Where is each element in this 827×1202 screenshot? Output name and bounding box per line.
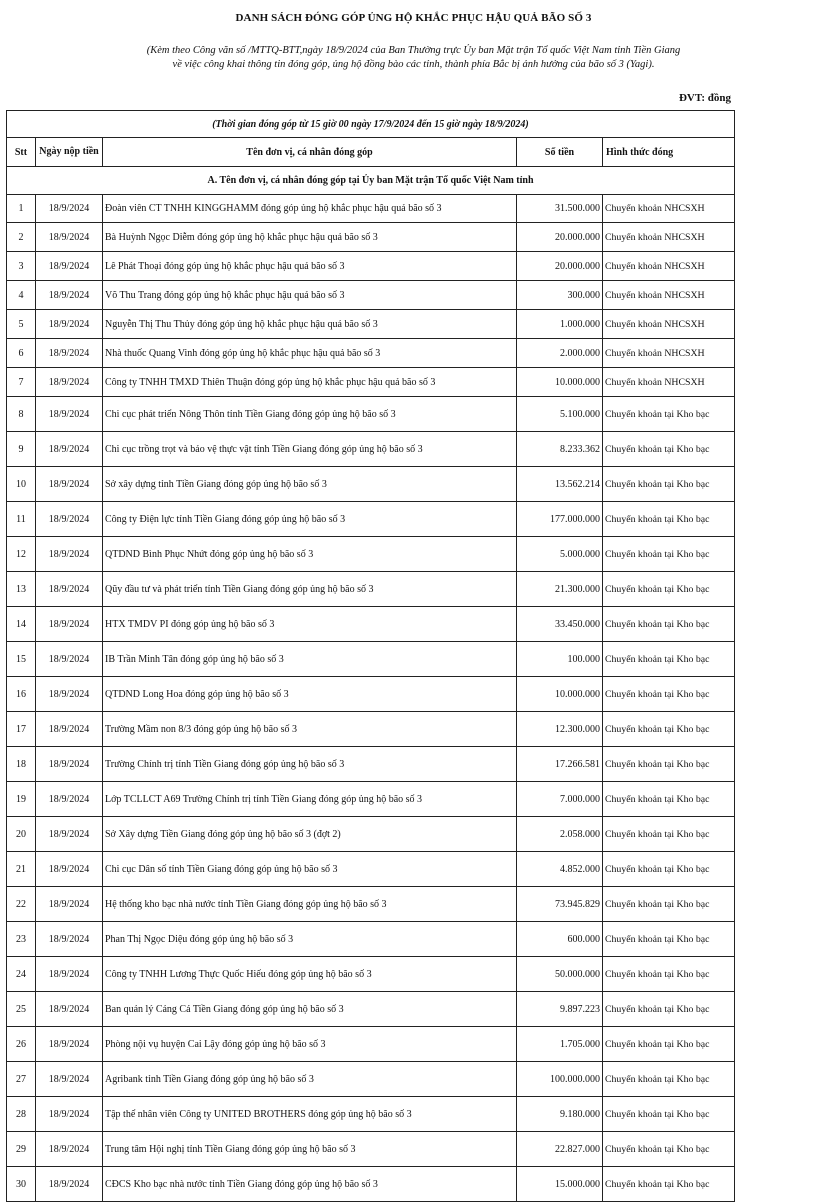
table-row	[7, 537, 735, 572]
table-row	[7, 922, 735, 957]
cell-donor-name: Lớp TCLLCT A69 Trường Chính trị tỉnh Tiền Giang đóng góp ủng hộ bão số 3	[103, 782, 517, 817]
cell-stt: 21	[7, 852, 36, 887]
cell-date: 18/9/2024	[36, 782, 103, 817]
cell-stt: 7	[7, 368, 36, 397]
cell-payment-form: Chuyển khoản tại Kho bạc	[603, 1167, 735, 1202]
cell-amount: 1.000.000	[517, 310, 603, 339]
table-row	[7, 310, 735, 339]
cell-amount: 10.000.000	[517, 368, 603, 397]
cell-date: 18/9/2024	[36, 747, 103, 782]
cell-donor-name: Chi cục phát triển Nông Thôn tỉnh Tiền Giang đóng góp ủng hộ bão số 3	[103, 397, 517, 432]
cell-amount: 2.000.000	[517, 339, 603, 368]
table-row	[7, 1132, 735, 1167]
cell-stt: 28	[7, 1097, 36, 1132]
cell-date: 18/9/2024	[36, 957, 103, 992]
cell-stt: 23	[7, 922, 36, 957]
cell-stt: 11	[7, 502, 36, 537]
cell-stt: 4	[7, 281, 36, 310]
cell-amount: 100.000	[517, 642, 603, 677]
section-a-row	[7, 167, 735, 195]
section-a-title: A. Tên đơn vị, cá nhân đóng góp tại Ủy ban Mặt trận Tổ quốc Việt Nam tỉnh	[7, 167, 735, 195]
cell-date: 18/9/2024	[36, 368, 103, 397]
cell-donor-name: Phòng nội vụ huyện Cai Lậy đóng góp ủng hộ bão số 3	[103, 1027, 517, 1062]
cell-date: 18/9/2024	[36, 310, 103, 339]
cell-stt: 10	[7, 467, 36, 502]
table-row	[7, 1167, 735, 1202]
table-row	[7, 817, 735, 852]
cell-payment-form: Chuyển khoản tại Kho bạc	[603, 1027, 735, 1062]
cell-donor-name: CĐCS Kho bạc nhà nước tỉnh Tiền Giang đóng góp ủng hộ bão số 3	[103, 1167, 517, 1202]
cell-donor-name: Võ Thu Trang đóng góp ủng hộ khắc phục hậu quả bão số 3	[103, 281, 517, 310]
table-row	[7, 712, 735, 747]
cell-date: 18/9/2024	[36, 1132, 103, 1167]
cell-stt: 14	[7, 607, 36, 642]
cell-stt: 5	[7, 310, 36, 339]
cell-date: 18/9/2024	[36, 712, 103, 747]
cell-amount: 1.705.000	[517, 1027, 603, 1062]
table-row	[7, 852, 735, 887]
cell-donor-name: Trường Mầm non 8/3 đóng góp ủng hộ bão số 3	[103, 712, 517, 747]
cell-date: 18/9/2024	[36, 1097, 103, 1132]
cell-amount: 5.100.000	[517, 397, 603, 432]
table-row	[7, 992, 735, 1027]
table-row	[7, 397, 735, 432]
cell-payment-form: Chuyển khoản tại Kho bạc	[603, 887, 735, 922]
cell-payment-form: Chuyển khoản NHCSXH	[603, 368, 735, 397]
table-row	[7, 195, 735, 223]
table-row	[7, 432, 735, 467]
cell-amount: 22.827.000	[517, 1132, 603, 1167]
cell-amount: 177.000.000	[517, 502, 603, 537]
cell-donor-name: Phan Thị Ngọc Diệu đóng góp ủng hộ bão số 3	[103, 922, 517, 957]
cell-payment-form: Chuyển khoản tại Kho bạc	[603, 677, 735, 712]
header-name: Tên đơn vị, cá nhân đóng góp	[103, 138, 517, 167]
header-stt: Stt	[7, 138, 36, 167]
cell-date: 18/9/2024	[36, 817, 103, 852]
header-amount: Số tiền	[517, 138, 603, 167]
table-row	[7, 607, 735, 642]
cell-payment-form: Chuyển khoản NHCSXH	[603, 339, 735, 368]
cell-stt: 30	[7, 1167, 36, 1202]
cell-amount: 15.000.000	[517, 1167, 603, 1202]
cell-donor-name: Qũy đầu tư và phát triển tỉnh Tiền Giang đóng góp ủng hộ bão số 3	[103, 572, 517, 607]
period-row	[7, 111, 735, 138]
cell-date: 18/9/2024	[36, 572, 103, 607]
cell-stt: 20	[7, 817, 36, 852]
cell-donor-name: Nguyễn Thị Thu Thủy đóng góp ủng hộ khắc phục hậu quả bão số 3	[103, 310, 517, 339]
cell-amount: 50.000.000	[517, 957, 603, 992]
cell-payment-form: Chuyển khoản NHCSXH	[603, 195, 735, 223]
table-row	[7, 747, 735, 782]
cell-amount: 10.000.000	[517, 677, 603, 712]
cell-stt: 15	[7, 642, 36, 677]
cell-donor-name: Ban quản lý Cảng Cá Tiền Giang đóng góp ủng hộ bão số 3	[103, 992, 517, 1027]
cell-stt: 16	[7, 677, 36, 712]
table-row	[7, 677, 735, 712]
table-row	[7, 1062, 735, 1097]
cell-payment-form: Chuyển khoản tại Kho bạc	[603, 1132, 735, 1167]
cell-payment-form: Chuyển khoản tại Kho bạc	[603, 747, 735, 782]
cell-donor-name: Nhà thuốc Quang Vinh đóng góp ủng hộ khắc phục hậu quả bão số 3	[103, 339, 517, 368]
cell-payment-form: Chuyển khoản tại Kho bạc	[603, 922, 735, 957]
table-row	[7, 642, 735, 677]
cell-amount: 73.945.829	[517, 887, 603, 922]
cell-stt: 29	[7, 1132, 36, 1167]
cell-date: 18/9/2024	[36, 195, 103, 223]
cell-date: 18/9/2024	[36, 397, 103, 432]
cell-stt: 26	[7, 1027, 36, 1062]
cell-payment-form: Chuyển khoản NHCSXH	[603, 223, 735, 252]
table-row	[7, 1027, 735, 1062]
cell-donor-name: Tập thể nhân viên Công ty UNITED BROTHERS đóng góp ủng hộ bão số 3	[103, 1097, 517, 1132]
cell-date: 18/9/2024	[36, 607, 103, 642]
cell-date: 18/9/2024	[36, 992, 103, 1027]
cell-amount: 33.450.000	[517, 607, 603, 642]
cell-stt: 22	[7, 887, 36, 922]
cell-stt: 2	[7, 223, 36, 252]
table-row	[7, 368, 735, 397]
cell-stt: 1	[7, 195, 36, 223]
cell-date: 18/9/2024	[36, 252, 103, 281]
cell-stt: 18	[7, 747, 36, 782]
cell-donor-name: Công ty TNHH Lương Thực Quốc Hiếu đóng góp ủng hộ bão số 3	[103, 957, 517, 992]
cell-payment-form: Chuyển khoản tại Kho bạc	[603, 572, 735, 607]
table-row	[7, 1097, 735, 1132]
cell-payment-form: Chuyển khoản tại Kho bạc	[603, 817, 735, 852]
cell-donor-name: Agribank tỉnh Tiền Giang đóng góp ủng hộ bão số 3	[103, 1062, 517, 1097]
cell-date: 18/9/2024	[36, 339, 103, 368]
cell-amount: 31.500.000	[517, 195, 603, 223]
cell-payment-form: Chuyển khoản tại Kho bạc	[603, 1062, 735, 1097]
cell-payment-form: Chuyển khoản NHCSXH	[603, 252, 735, 281]
cell-payment-form: Chuyển khoản tại Kho bạc	[603, 852, 735, 887]
cell-date: 18/9/2024	[36, 642, 103, 677]
cell-date: 18/9/2024	[36, 281, 103, 310]
cell-date: 18/9/2024	[36, 922, 103, 957]
table-row	[7, 887, 735, 922]
header-date: Ngày nộp tiền	[36, 138, 103, 167]
document-subtitle-line2: về việc công khai thông tin đóng góp, ủng hộ đồng bào các tỉnh, thành phía Bắc bị ảnh hưởng của bão số 3 (Yagi).	[172, 59, 655, 70]
cell-donor-name: Trường Chính trị tỉnh Tiền Giang đóng góp ủng hộ bão số 3	[103, 747, 517, 782]
cell-donor-name: Chi cục trồng trọt và bảo vệ thực vật tỉnh Tiền Giang đóng góp ủng hộ bão số 3	[103, 432, 517, 467]
cell-amount: 9.180.000	[517, 1097, 603, 1132]
cell-payment-form: Chuyển khoản tại Kho bạc	[603, 397, 735, 432]
cell-stt: 25	[7, 992, 36, 1027]
cell-payment-form: Chuyển khoản tại Kho bạc	[603, 537, 735, 572]
cell-amount: 13.562.214	[517, 467, 603, 502]
cell-amount: 20.000.000	[517, 252, 603, 281]
cell-payment-form: Chuyển khoản NHCSXH	[603, 310, 735, 339]
cell-date: 18/9/2024	[36, 1062, 103, 1097]
cell-payment-form: Chuyển khoản tại Kho bạc	[603, 502, 735, 537]
cell-payment-form: Chuyển khoản tại Kho bạc	[603, 782, 735, 817]
cell-amount: 7.000.000	[517, 782, 603, 817]
cell-donor-name: Hệ thống kho bạc nhà nước tỉnh Tiền Giang đóng góp ủng hộ bão số 3	[103, 887, 517, 922]
cell-stt: 6	[7, 339, 36, 368]
cell-donor-name: Công ty TNHH TMXD Thiên Thuận đóng góp ủng hộ khắc phục hậu quả bão số 3	[103, 368, 517, 397]
cell-amount: 300.000	[517, 281, 603, 310]
cell-date: 18/9/2024	[36, 887, 103, 922]
cell-payment-form: Chuyển khoản tại Kho bạc	[603, 957, 735, 992]
cell-payment-form: Chuyển khoản tại Kho bạc	[603, 467, 735, 502]
cell-date: 18/9/2024	[36, 677, 103, 712]
cell-date: 18/9/2024	[36, 432, 103, 467]
cell-date: 18/9/2024	[36, 223, 103, 252]
header-row	[7, 138, 735, 167]
cell-payment-form: Chuyển khoản tại Kho bạc	[603, 992, 735, 1027]
table-row	[7, 252, 735, 281]
cell-payment-form: Chuyển khoản tại Kho bạc	[603, 607, 735, 642]
cell-amount: 5.000.000	[517, 537, 603, 572]
cell-amount: 600.000	[517, 922, 603, 957]
header-form: Hình thức đóng	[603, 138, 735, 167]
cell-stt: 8	[7, 397, 36, 432]
document-subtitle-line1: (Kèm theo Công văn số /MTTQ-BTT,ngày 18/9/2024 của Ban Thường trực Ủy ban Mặt trận Tổ quốc Việt Nam tỉnh Tiền Giang	[146, 45, 681, 56]
cell-donor-name: Sở Xây dựng Tiền Giang đóng góp ủng hộ bão số 3 (đợt 2)	[103, 817, 517, 852]
cell-stt: 24	[7, 957, 36, 992]
table-row	[7, 502, 735, 537]
cell-donor-name: Lê Phát Thoại đóng góp ủng hộ khắc phục hậu quả bão số 3	[103, 252, 517, 281]
cell-stt: 12	[7, 537, 36, 572]
cell-date: 18/9/2024	[36, 537, 103, 572]
cell-amount: 17.266.581	[517, 747, 603, 782]
cell-donor-name: Sở xây dựng tỉnh Tiền Giang đóng góp ủng hộ bão số 3	[103, 467, 517, 502]
table-row	[7, 467, 735, 502]
cell-stt: 27	[7, 1062, 36, 1097]
cell-stt: 13	[7, 572, 36, 607]
cell-amount: 100.000.000	[517, 1062, 603, 1097]
cell-stt: 17	[7, 712, 36, 747]
table-row	[7, 782, 735, 817]
cell-stt: 9	[7, 432, 36, 467]
table-row	[7, 281, 735, 310]
cell-donor-name: Bà Huỳnh Ngọc Diễm đóng góp ủng hộ khắc phục hậu quả bão số 3	[103, 223, 517, 252]
table-row	[7, 339, 735, 368]
cell-date: 18/9/2024	[36, 852, 103, 887]
cell-payment-form: Chuyển khoản tại Kho bạc	[603, 712, 735, 747]
period-text: (Thời gian đóng góp từ 15 giờ 00 ngày 17/9/2024 đến 15 giờ ngày 18/9/2024)	[7, 111, 735, 138]
donation-table	[6, 110, 735, 1202]
cell-amount: 21.300.000	[517, 572, 603, 607]
table-row	[7, 572, 735, 607]
cell-payment-form: Chuyển khoản tại Kho bạc	[603, 432, 735, 467]
cell-payment-form: Chuyển khoản tại Kho bạc	[603, 1097, 735, 1132]
cell-amount: 9.897.223	[517, 992, 603, 1027]
cell-amount: 2.058.000	[517, 817, 603, 852]
document-title: DANH SÁCH ĐÓNG GÓP ỦNG HỘ KHẮC PHỤC HẬU QUẢ BÃO SỐ 3	[235, 12, 592, 24]
cell-donor-name: Trung tâm Hội nghị tỉnh Tiền Giang đóng góp ủng hộ bão số 3	[103, 1132, 517, 1167]
cell-donor-name: HTX TMDV PI đóng góp ủng hộ bão số 3	[103, 607, 517, 642]
cell-stt: 19	[7, 782, 36, 817]
cell-date: 18/9/2024	[36, 1027, 103, 1062]
cell-amount: 12.300.000	[517, 712, 603, 747]
cell-donor-name: IB Trần Minh Tân đóng góp ủng hộ bão số 3	[103, 642, 517, 677]
cell-date: 18/9/2024	[36, 1167, 103, 1202]
cell-payment-form: Chuyển khoản NHCSXH	[603, 281, 735, 310]
cell-payment-form: Chuyển khoản tại Kho bạc	[603, 642, 735, 677]
cell-date: 18/9/2024	[36, 467, 103, 502]
table-row	[7, 223, 735, 252]
table-row	[7, 957, 735, 992]
cell-donor-name: Công ty Điện lực tỉnh Tiền Giang đóng góp ủng hộ bão số 3	[103, 502, 517, 537]
cell-stt: 3	[7, 252, 36, 281]
cell-amount: 20.000.000	[517, 223, 603, 252]
cell-date: 18/9/2024	[36, 502, 103, 537]
currency-unit: ĐVT: đồng	[678, 92, 731, 104]
cell-amount: 4.852.000	[517, 852, 603, 887]
cell-amount: 8.233.362	[517, 432, 603, 467]
cell-donor-name: Chi cục Dân số tỉnh Tiền Giang đóng góp ủng hộ bão số 3	[103, 852, 517, 887]
cell-donor-name: Đoàn viên CT TNHH KINGGHAMM đóng góp ủng hộ khắc phục hậu quả bão số 3	[103, 195, 517, 223]
cell-donor-name: QTDND Bình Phục Nhứt đóng góp ủng hộ bão số 3	[103, 537, 517, 572]
cell-donor-name: QTDND Long Hoa đóng góp ủng hộ bão số 3	[103, 677, 517, 712]
